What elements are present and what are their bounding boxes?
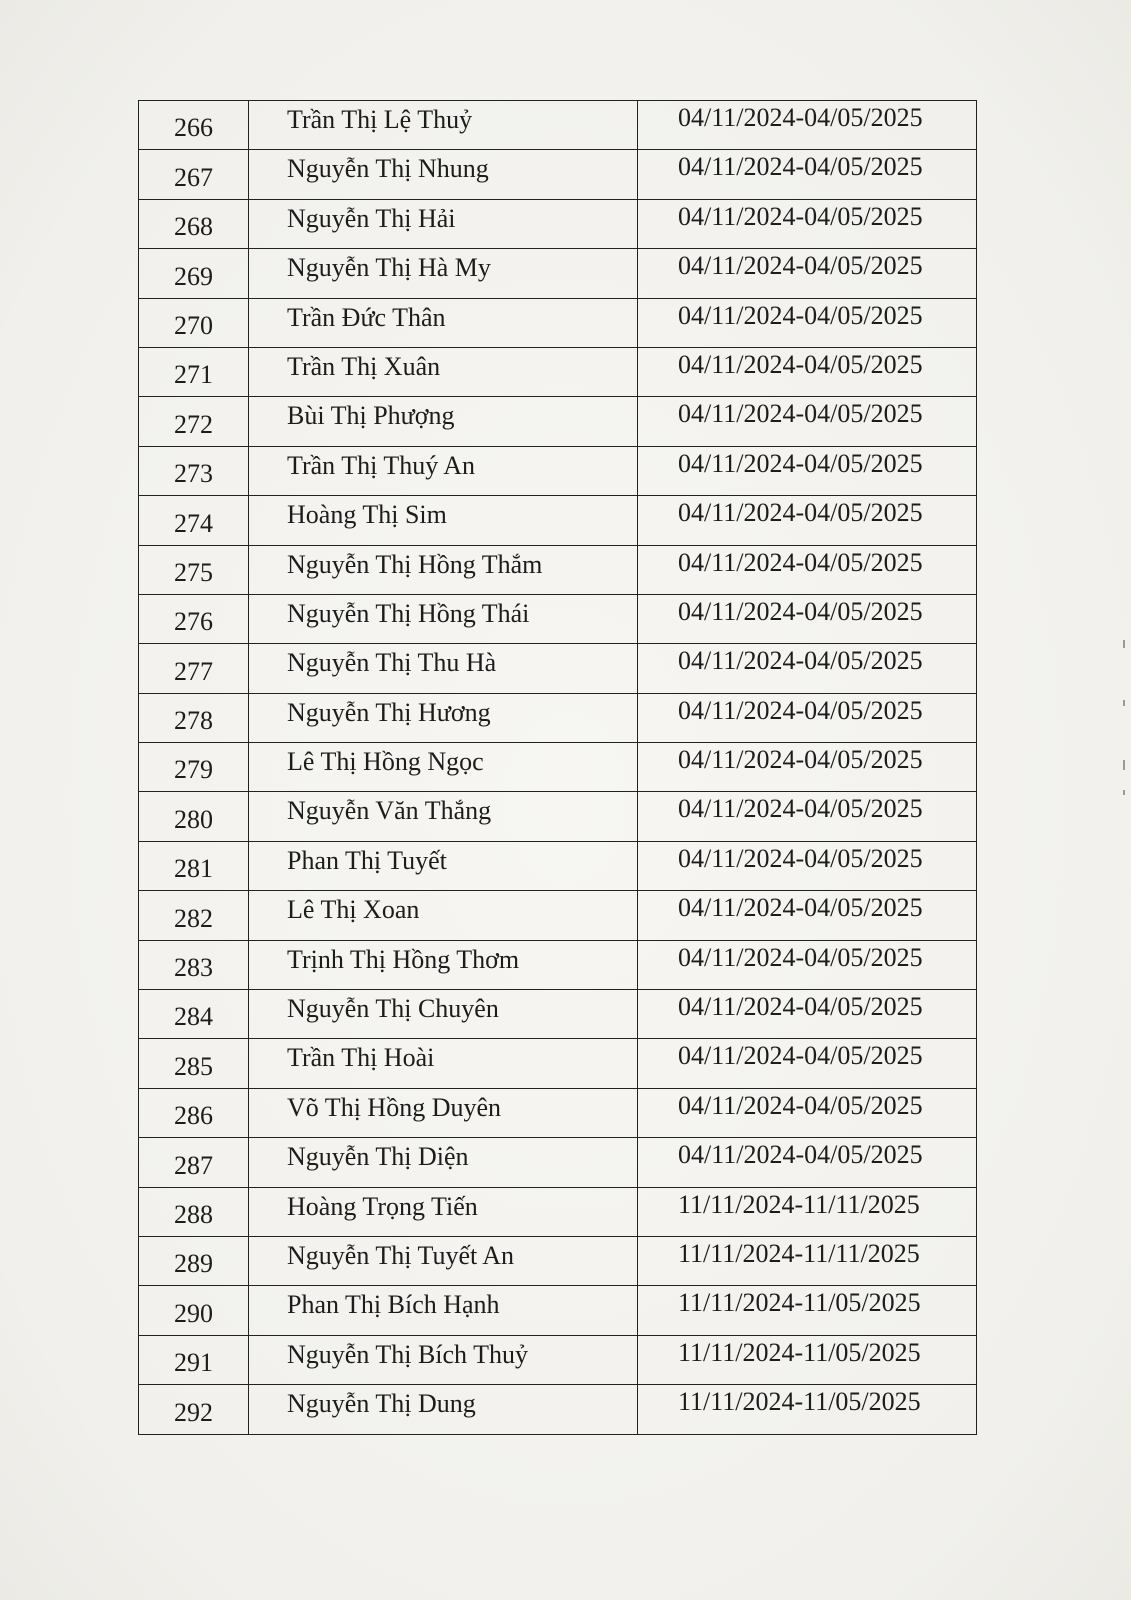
row-number-cell: 280 [139,792,249,841]
period-cell: 04/11/2024-04/05/2025 [638,496,977,545]
period-cell: 04/11/2024-04/05/2025 [638,594,977,643]
row-number-cell: 275 [139,545,249,594]
row-number-cell: 273 [139,446,249,495]
period-cell: 04/11/2024-04/05/2025 [638,249,977,298]
table-row [139,101,977,150]
table-row [139,1088,977,1137]
row-number-cell: 284 [139,990,249,1039]
scan-margin-mark [1123,700,1125,706]
period-cell: 04/11/2024-04/05/2025 [638,743,977,792]
period-cell: 04/11/2024-04/05/2025 [638,792,977,841]
period-cell: 04/11/2024-04/05/2025 [638,1088,977,1137]
person-name-cell: Nguyễn Thị Tuyết An [249,1236,638,1285]
row-number-cell: 290 [139,1286,249,1335]
period-cell: 04/11/2024-04/05/2025 [638,199,977,248]
period-cell: 11/11/2024-11/05/2025 [638,1286,977,1335]
table-row [139,1385,977,1434]
period-cell: 04/11/2024-04/05/2025 [638,347,977,396]
person-name-cell: Trần Thị Xuân [249,347,638,396]
person-name-cell: Lê Thị Hồng Ngọc [249,743,638,792]
period-cell: 04/11/2024-04/05/2025 [638,446,977,495]
person-name-cell: Nguyễn Thị Chuyên [249,990,638,1039]
roster-table-body [139,101,977,1435]
table-row [139,545,977,594]
person-name-cell: Nguyễn Thị Diện [249,1138,638,1187]
person-name-cell: Lê Thị Xoan [249,891,638,940]
period-cell: 11/11/2024-11/05/2025 [638,1385,977,1434]
row-number-cell: 268 [139,199,249,248]
scan-margin-mark [1123,790,1125,795]
row-number-cell: 279 [139,743,249,792]
period-cell: 04/11/2024-04/05/2025 [638,1138,977,1187]
period-cell: 04/11/2024-04/05/2025 [638,841,977,890]
row-number-cell: 269 [139,249,249,298]
person-name-cell: Nguyễn Văn Thắng [249,792,638,841]
table-row [139,1187,977,1236]
period-cell: 04/11/2024-04/05/2025 [638,940,977,989]
table-row [139,990,977,1039]
period-cell: 04/11/2024-04/05/2025 [638,693,977,742]
person-name-cell: Nguyễn Thị Bích Thuỷ [249,1335,638,1384]
row-number-cell: 282 [139,891,249,940]
period-cell: 04/11/2024-04/05/2025 [638,545,977,594]
row-number-cell: 277 [139,644,249,693]
row-number-cell: 272 [139,397,249,446]
table-row [139,1236,977,1285]
table-row [139,199,977,248]
table-row [139,249,977,298]
table-row [139,1335,977,1384]
period-cell: 04/11/2024-04/05/2025 [638,1039,977,1088]
table-row [139,446,977,495]
table-row [139,693,977,742]
table-row [139,743,977,792]
period-cell: 04/11/2024-04/05/2025 [638,298,977,347]
row-number-cell: 291 [139,1335,249,1384]
row-number-cell: 270 [139,298,249,347]
person-name-cell: Trần Đức Thân [249,298,638,347]
period-cell: 11/11/2024-11/11/2025 [638,1187,977,1236]
person-name-cell: Nguyễn Thị Hà My [249,249,638,298]
table-row [139,298,977,347]
person-name-cell: Hoàng Thị Sim [249,496,638,545]
row-number-cell: 266 [139,101,249,150]
person-name-cell: Trần Thị Lệ Thuỷ [249,101,638,150]
person-name-cell: Nguyễn Thị Hồng Thái [249,594,638,643]
person-name-cell: Nguyễn Thị Hồng Thắm [249,545,638,594]
row-number-cell: 287 [139,1138,249,1187]
person-name-cell: Nguyễn Thị Hương [249,693,638,742]
period-cell: 11/11/2024-11/11/2025 [638,1236,977,1285]
table-row [139,397,977,446]
table-row [139,792,977,841]
table-row [139,940,977,989]
person-name-cell: Phan Thị Bích Hạnh [249,1286,638,1335]
row-number-cell: 267 [139,150,249,199]
table-row [139,1039,977,1088]
period-cell: 04/11/2024-04/05/2025 [638,150,977,199]
table-row [139,1138,977,1187]
row-number-cell: 292 [139,1385,249,1434]
period-cell: 04/11/2024-04/05/2025 [638,990,977,1039]
table-row [139,150,977,199]
period-cell: 04/11/2024-04/05/2025 [638,101,977,150]
row-number-cell: 271 [139,347,249,396]
row-number-cell: 281 [139,841,249,890]
table-row [139,496,977,545]
person-name-cell: Trịnh Thị Hồng Thơm [249,940,638,989]
person-name-cell: Nguyễn Thị Thu Hà [249,644,638,693]
scan-margin-mark [1123,760,1125,770]
row-number-cell: 276 [139,594,249,643]
person-name-cell: Phan Thị Tuyết [249,841,638,890]
row-number-cell: 274 [139,496,249,545]
person-name-cell: Trần Thị Thuý An [249,446,638,495]
table-row [139,841,977,890]
row-number-cell: 283 [139,940,249,989]
period-cell: 04/11/2024-04/05/2025 [638,397,977,446]
person-name-cell: Trần Thị Hoài [249,1039,638,1088]
period-cell: 04/11/2024-04/05/2025 [638,891,977,940]
person-name-cell: Hoàng Trọng Tiến [249,1187,638,1236]
person-name-cell: Nguyễn Thị Hải [249,199,638,248]
scan-margin-mark [1123,640,1125,648]
row-number-cell: 286 [139,1088,249,1137]
table-row [139,891,977,940]
row-number-cell: 288 [139,1187,249,1236]
table-row [139,1286,977,1335]
person-name-cell: Bùi Thị Phượng [249,397,638,446]
period-cell: 04/11/2024-04/05/2025 [638,644,977,693]
person-name-cell: Võ Thị Hồng Duyên [249,1088,638,1137]
row-number-cell: 289 [139,1236,249,1285]
row-number-cell: 285 [139,1039,249,1088]
person-name-cell: Nguyễn Thị Nhung [249,150,638,199]
person-name-cell: Nguyễn Thị Dung [249,1385,638,1434]
table-row [139,347,977,396]
period-cell: 11/11/2024-11/05/2025 [638,1335,977,1384]
row-number-cell: 278 [139,693,249,742]
table-row [139,644,977,693]
table-row [139,594,977,643]
roster-table [138,100,977,1435]
